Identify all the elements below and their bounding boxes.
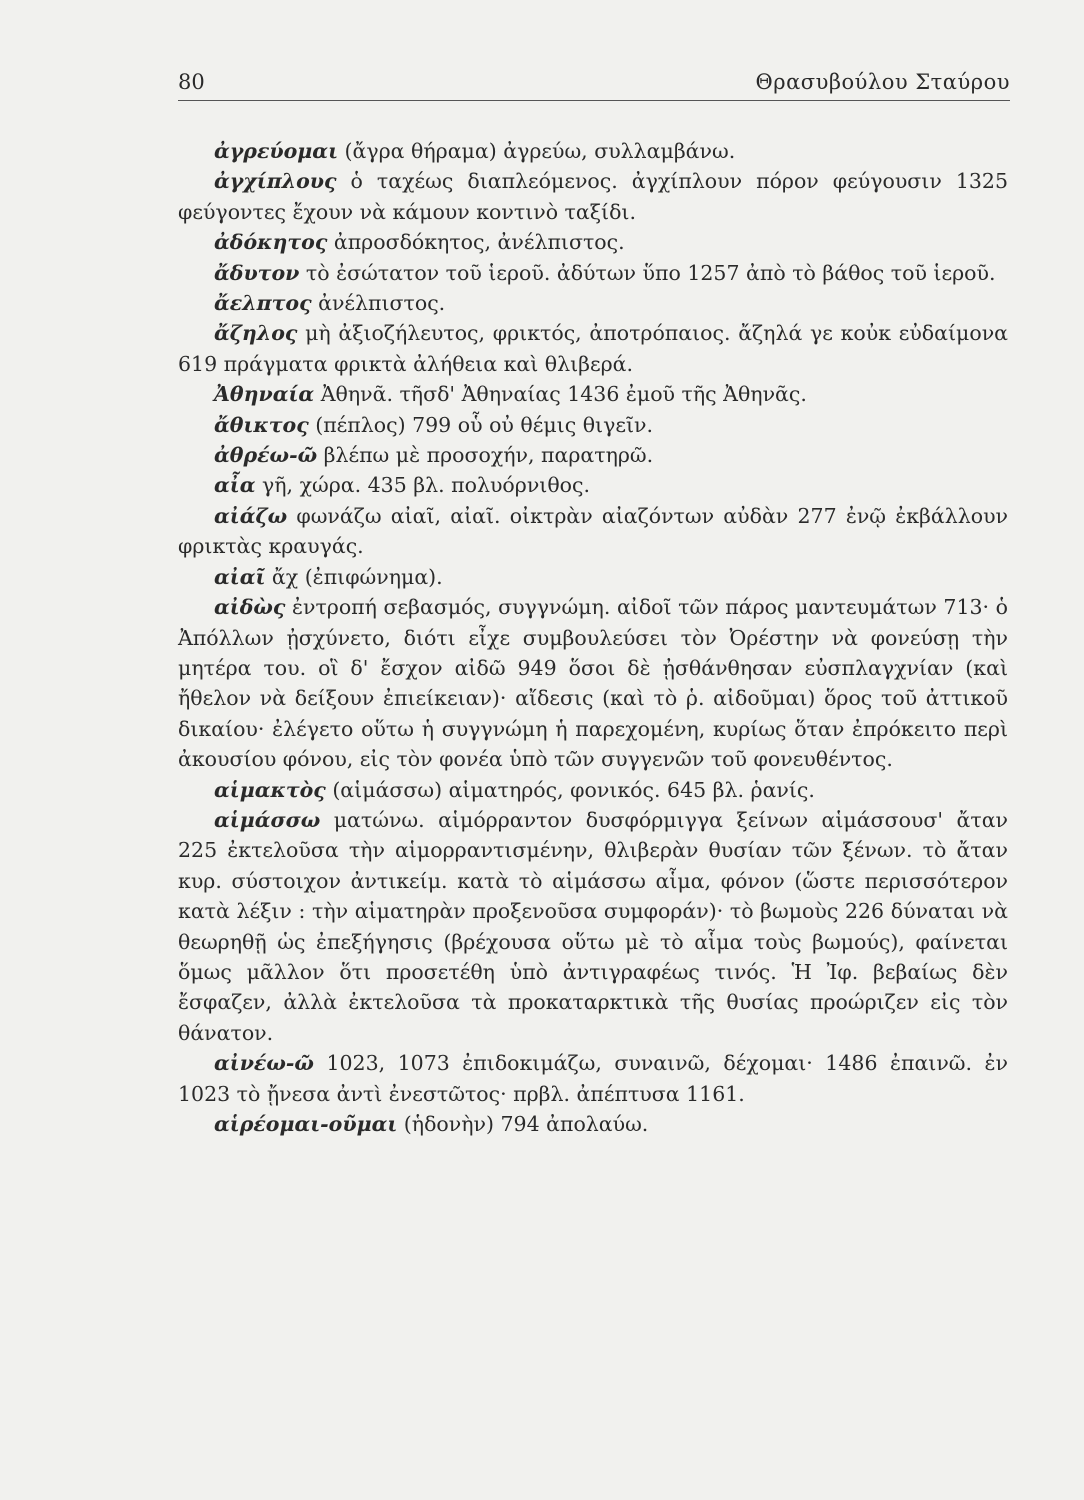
- definition: (αἱμάσσω) αἱματηρός, φονικός. 645 βλ. ῥανίς.: [325, 777, 815, 802]
- definition: (ἄγρα θήραμα) ἀγρεύω, συλλαμβάνω.: [338, 139, 736, 163]
- definition: βλέπω μὲ προσοχήν, παρατηρῶ.: [317, 443, 654, 468]
- headword: ἄζηλος: [214, 321, 298, 346]
- entry: [178, 1048, 1008, 1109]
- definition: ἀνέλπιστος.: [311, 291, 446, 316]
- headword: ἀδόκητος: [214, 230, 328, 255]
- entry: [178, 136, 1008, 166]
- headword: ἄθικτος: [214, 412, 309, 437]
- headword: ἀγχίπλους: [214, 169, 337, 194]
- definition: γῆ, χώρα. 435 βλ. πολυόρνιθος.: [255, 473, 591, 498]
- entry: [178, 775, 1008, 805]
- page-number: 80: [178, 70, 205, 94]
- entry: [178, 318, 1008, 379]
- headword: ἀθρέω-ῶ: [214, 443, 318, 468]
- entry: [178, 562, 1008, 592]
- entry: [178, 410, 1008, 440]
- headword: αἱμάσσω: [214, 807, 321, 832]
- entry: [178, 501, 1008, 562]
- headword: ἀγρεύομαι: [214, 139, 339, 163]
- definition: Ἀθηνᾶ. τῆσδ' Ἀθηναίας 1436 ἐμοῦ τῆς Ἀθηνᾶς.: [314, 382, 807, 407]
- headword: ἄδυτον: [214, 260, 300, 285]
- definition: (ἡδονὴν) 794 ἀπολαύω.: [397, 1112, 649, 1136]
- entry: [178, 166, 1008, 227]
- headword: αἱμακτὸς: [214, 777, 326, 802]
- headword: αἰαῖ: [214, 564, 266, 589]
- headword: αἰδὼς: [214, 595, 286, 620]
- running-head: Θρασυβούλου Σταύρου: [755, 70, 1010, 94]
- dictionary-body: [178, 136, 1008, 1139]
- definition: ὁ ταχέως διαπλεόμενος. ἀγχίπλουν πόρον φεύγουσιν 1325 φεύγοντες ἔχουν νὰ κάμουν κοντινὸ ταξίδι.: [178, 169, 1008, 224]
- definition: (πέπλος) 799 οὗ οὐ θέμις θιγεῖν.: [308, 412, 653, 437]
- entry: [178, 440, 1008, 470]
- entry: [178, 258, 1008, 288]
- headword: ἄελπτος: [214, 291, 312, 316]
- headword: αἰνέω-ῶ: [214, 1051, 314, 1076]
- entry: [178, 227, 1008, 257]
- entry: [178, 805, 1008, 1048]
- headword: Ἀθηναία: [214, 382, 315, 407]
- definition: ἐντροπή σεβασμός, συγγνώμη. αἰδοῖ τῶν πάρος μαντευμάτων 713· ὁ Ἀπόλλων ᾐσχύνετο, διότι εἶχε συμβουλεύσει τὸν Ὀρέστην νὰ φονεύσῃ τὴν μητέρα του. οἳ δ' ἔσχον αἰδῶ 949 ὅσοι δὲ ᾐσθάνθησαν εὐσπλαγχνίαν (καὶ ἤθελον νὰ δείξουν ἐπιείκειαν)· αἴδεσις (καὶ τὸ ῥ. αἰδοῦμαι) ὅρος τοῦ ἀττικοῦ δικαίου· ἐλέγετο οὕτω ἡ συγγνώμη ἡ παρεχομένη, κυρίως ὅταν ἐπρόκειτο περὶ ἀκουσίου φόνου, εἰς τὸν φονέα ὑπὸ τῶν συγγενῶν τοῦ φονευθέντος.: [178, 595, 1008, 772]
- definition: 1023, 1073 ἐπιδοκιμάζω, συναινῶ, δέχομαι· 1486 ἐπαινῶ. ἐν 1023 τὸ ᾔνεσα ἀντὶ ἐνεστῶτος· πρβλ. ἀπέπτυσα 1161.: [178, 1051, 1008, 1106]
- entry: [178, 288, 1008, 318]
- page-header: [178, 70, 1010, 101]
- entry: [178, 592, 1008, 774]
- definition: τὸ ἐσώτατον τοῦ ἱεροῦ. ἀδύτων ὕπο 1257 ἀπὸ τὸ βάθος τοῦ ἱεροῦ.: [299, 260, 996, 285]
- definition: ματώνω. αἱμόρραντον δυσφόρμιγγα ξείνων αἱμάσσουσ' ἄταν 225 ἐκτελοῦσα τὴν αἱμορραντισμένην, θλιβερὰν θυσίαν τῶν ξένων. τὸ ἄταν κυρ. σύστοιχον ἀντικείμ. κατὰ τὸ αἱμάσσω αἷμα, φόνον (ὥστε περισσότερον κατὰ λέξιν : τὴν αἱματηρὰν προξενοῦσα συμφοράν)· τὸ βωμοὺς 226 δύναται νὰ θεωρηθῇ ὡς ἐπεξήγησις (βρέχουσα οὕτω μὲ τὸ αἷμα τοὺς βωμούς), φαίνεται ὅμως μᾶλλον ὅτι προσετέθη ὑπὸ ἀντιγραφέως τινός. Ἡ Ἰφ. βεβαίως δὲν ἔσφαζεν, ἀλλὰ ἐκτελοῦσα τὰ προκαταρκτικὰ τῆς θυσίας προώριζεν εἰς τὸν θάνατον.: [178, 807, 1008, 1045]
- headword: αἶα: [214, 473, 256, 498]
- entry: [178, 470, 1008, 500]
- entry: [178, 1109, 1008, 1139]
- headword: αἰάζω: [214, 503, 288, 528]
- definition: μὴ ἀξιοζήλευτος, φρικτός, ἀποτρόπαιος. ἄζηλά γε κοὐκ εὐδαίμονα 619 πράγματα φρικτὰ ἀλήθεια καὶ θλιβερά.: [178, 321, 1008, 376]
- definition: ἀπροσδόκητος, ἀνέλπιστος.: [327, 230, 625, 255]
- headword: αἱρέομαι-οῦμαι: [214, 1112, 398, 1136]
- entry: [178, 379, 1008, 409]
- definition: φωνάζω αἰαῖ, αἰαῖ. οἰκτρὰν αἰαζόντων αὐδὰν 277 ἐνῷ ἐκβάλλουν φρικτὰς κραυγάς.: [178, 503, 1008, 559]
- definition: ἄχ (ἐπιφώνημα).: [265, 564, 443, 589]
